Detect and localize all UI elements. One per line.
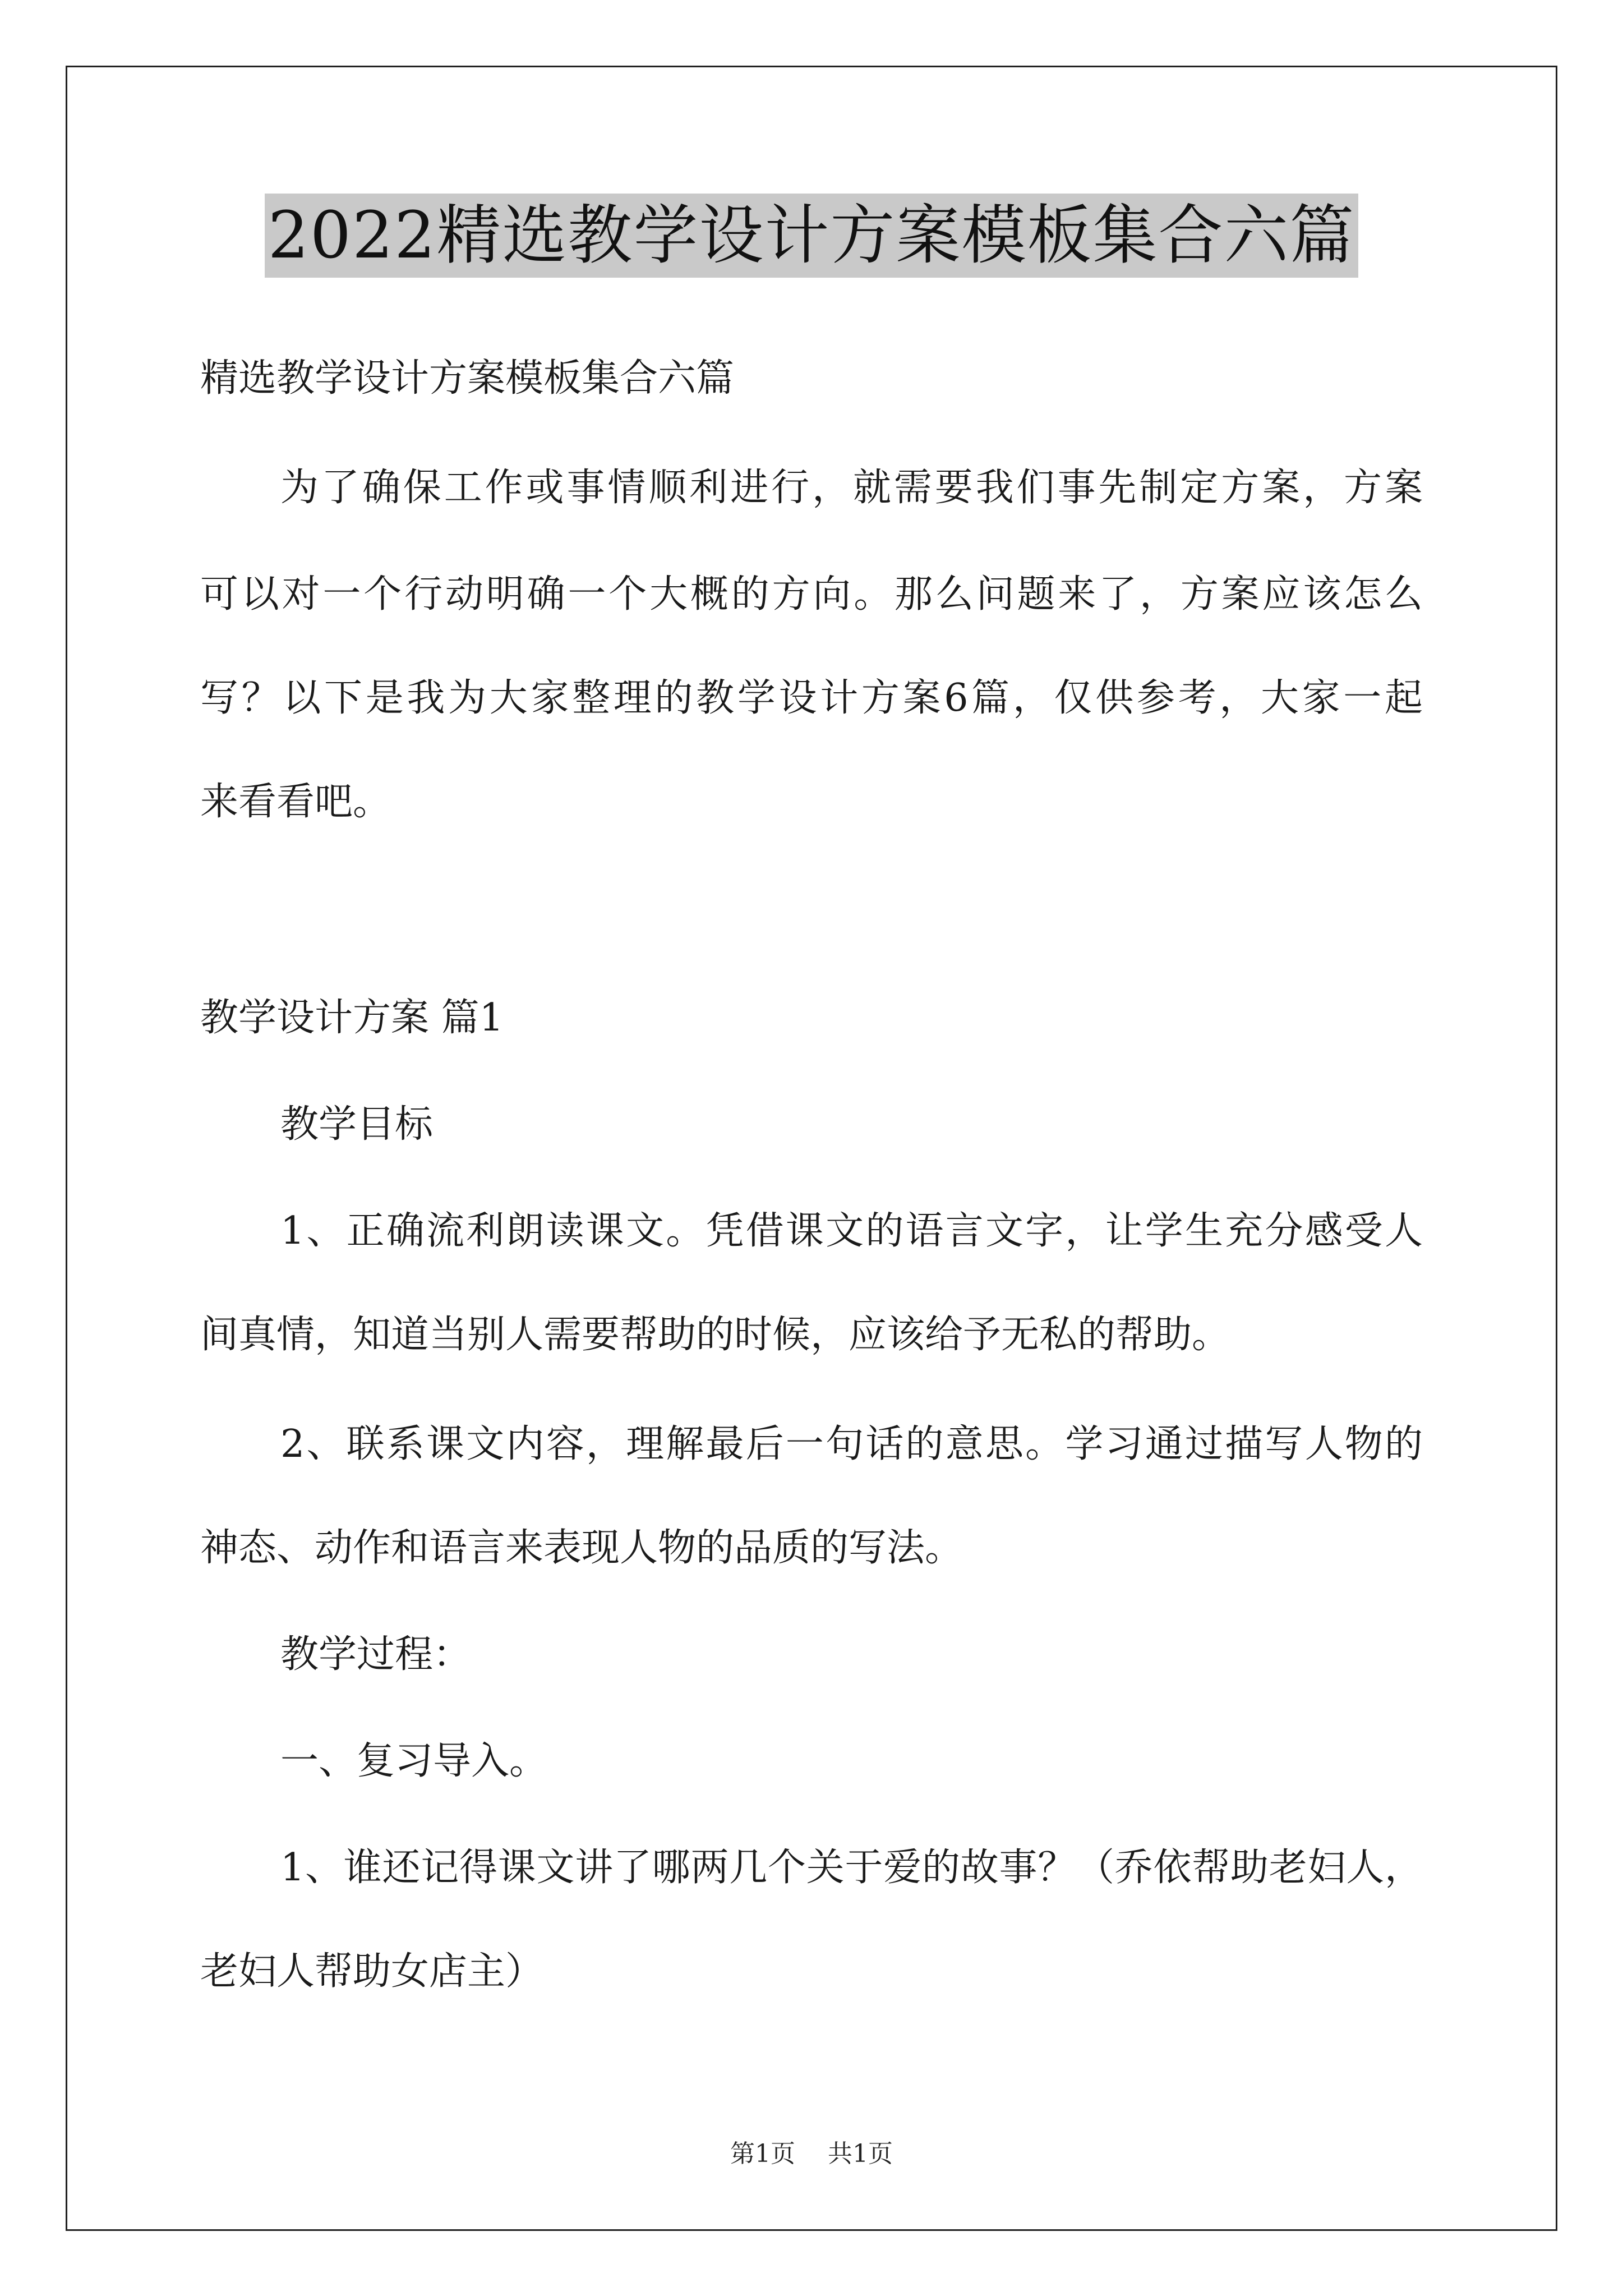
intro-line-2: 可以对一个行动明确一个大概的方向。那么问题来了，方案应该怎么 [200, 572, 1423, 616]
question-1-line-1: 1、谁还记得课文讲了哪两几个关于爱的故事？（乔依帮助老妇人， [280, 1846, 1423, 1890]
objective-2-line-2: 神态、动作和语言来表现人物的品质的写法。 [200, 1526, 963, 1570]
question-1-line-2: 老妇人帮助女店主） [200, 1949, 544, 1994]
step-1-heading: 一、复习导入。 [280, 1739, 548, 1783]
document-subtitle: 精选教学设计方案模板集合六篇 [200, 356, 735, 401]
intro-line-4: 来看看吧。 [200, 780, 391, 824]
section-heading: 教学设计方案 篇1 [200, 996, 504, 1040]
intro-line-1: 为了确保工作或事情顺利进行，就需要我们事先制定方案，方案 [280, 466, 1423, 510]
intro-line-3: 写？以下是我为大家整理的教学设计方案6篇，仅供参考，大家一起 [200, 676, 1423, 720]
page-footer [0, 2137, 1623, 2171]
document-title: 2022精选教学设计方案模板集合六篇 [265, 194, 1359, 278]
process-heading: 教学过程： [280, 1632, 472, 1677]
objectives-heading: 教学目标 [280, 1102, 434, 1147]
page-number-current: 第1页 [730, 2139, 795, 2168]
page-number-total: 共1页 [828, 2139, 893, 2168]
objective-2-line-1: 2、联系课文内容，理解最后一句话的意思。学习通过描写人物的 [280, 1422, 1423, 1466]
objective-1-line-1: 1、正确流利朗读课文。凭借课文的语言文字，让学生充分感受人 [280, 1209, 1423, 1253]
title-container [0, 194, 1623, 278]
objective-1-line-2: 间真情，知道当别人需要帮助的时候，应该给予无私的帮助。 [200, 1313, 1230, 1357]
